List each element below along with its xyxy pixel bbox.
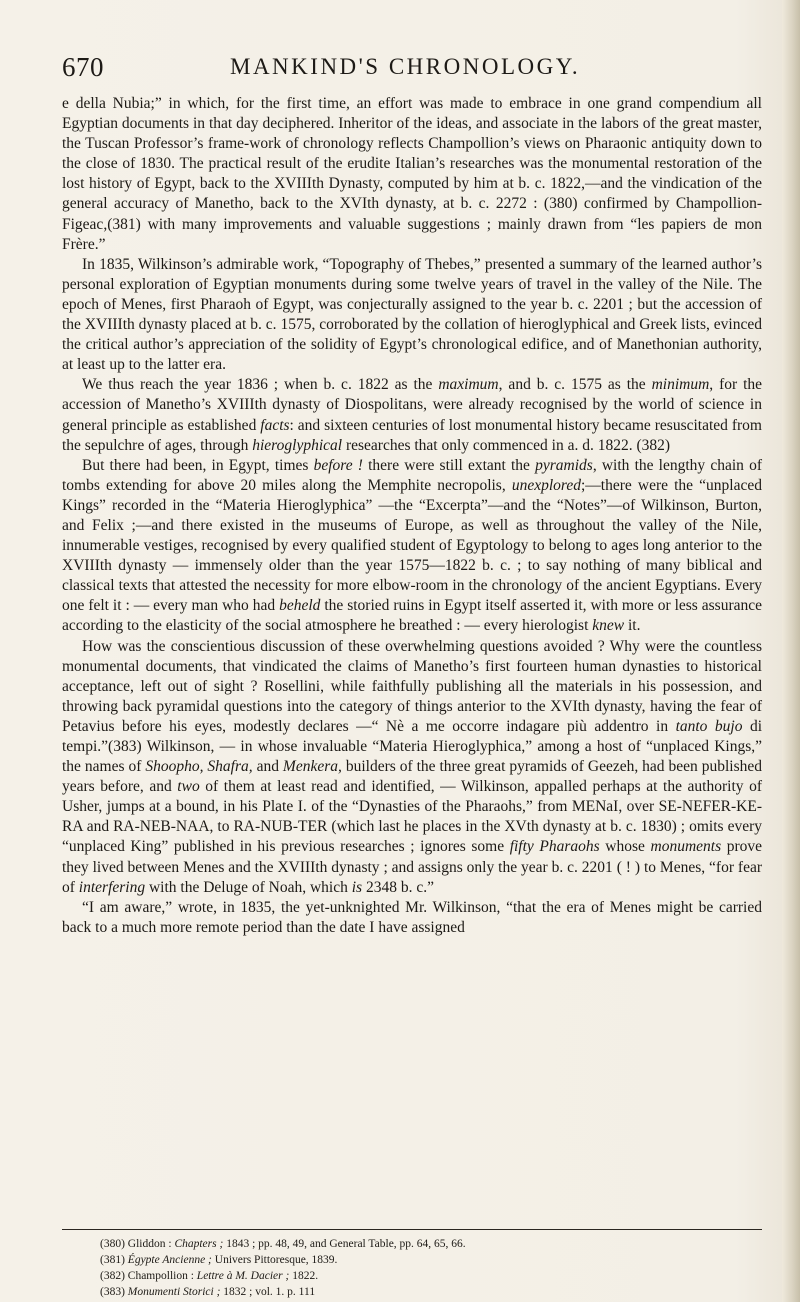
page-number: 670	[62, 52, 104, 82]
italic-text-run: Shoopho, Shafra,	[145, 758, 253, 776]
text-run: e della Nubia;” in which, for the first time, an effort was made to embrace in one grand compendium all Egyptian documents in that day deciphered. Inheritor of the ideas, and associate in the labors of the great master, the Tuscan Professor’s frame-work of chronology reflects Champollion’s views on Pharaonic antiquity down to the close of 1830. The practical result of the erudite Italian’s researches was the monumental restoration of the lost history of Egypt, back to the XVIIIth Dynasty, computed by him at b. c. 1822,—and the vindication of the general accuracy of Manetho, back to the XVIth dynasty, at b. c. 2272 : (380) confirmed by Champollion-Figeac,(381) with many improvements and valuable suggestions ; mainly drawn from “les papiers de mon Frère.”	[62, 95, 762, 253]
italic-text-run: Menkera,	[282, 758, 342, 776]
running-head: MANKIND'S CHRONOLOGY.	[230, 54, 581, 79]
text-run: In 1835, Wilkinson’s admirable work, “Topography of Thebes,” presented a summary of the learned author’s personal exploration of Egyptian monuments during some twelve years of travel in the valley of the Nile. The epoch of Menes, first Pharaoh of Egypt, was conjecturally assigned to the year b. c. 2201 ; but the accession of the XVIIIth dynasty placed at b. c. 1575, corroborated by the collation of hieroglyphical and Greek lists, evinced the critical author’s appreciation of the solidity of Egypt’s chronological edifice, and of Manethonian authority, at least up to the latter era.	[62, 255, 762, 374]
paragraph	[62, 94, 762, 255]
footnote	[100, 1236, 760, 1252]
italic-text-run: before !	[313, 456, 363, 474]
text-run: “I am aware,” wrote, in 1835, the yet-unknighted Mr. Wilkinson, “that the era of Menes might be carried back to a much more remote period than the date I have assigned	[62, 898, 762, 936]
italic-text-run: pyramids	[535, 456, 593, 474]
text-run: (383)	[100, 1286, 128, 1298]
text-run: , for the accession of Manetho’s XVIIIth dynasty of Diospolitans, were already recognised by the world of science in general principle as established	[62, 376, 763, 434]
text-run: of them at least read and identified, — Wilkinson, appalled perhaps at the authority of Usher, jumps at a bound, in his Plate I. of the “Dynasties of the Pharaohs,” from MENaI, over SE-NEFER-KE-RA and RA-NEB-NAA, to RA-NUB-TER (which last he places in the XVth dynasty at b. c. 1830) ; omits every “unplaced King” published in his previous researches ; ignores some	[62, 778, 762, 856]
italic-text-run: unexplored	[511, 476, 581, 494]
text-run: (382) Champollion :	[100, 1270, 197, 1282]
italic-text-run: Égypte Ancienne ;	[127, 1254, 212, 1266]
italic-text-run: maximum	[438, 376, 499, 394]
footnote-rule	[62, 1229, 762, 1230]
paragraph	[62, 375, 762, 455]
text-run: We thus reach the year 1836 ; when b. c. 1822 as the	[82, 376, 439, 394]
italic-text-run: facts	[260, 416, 290, 434]
page-header	[62, 52, 762, 82]
text-run: , and b. c. 1575 as the	[498, 376, 652, 394]
italic-text-run: Chapters ;	[174, 1238, 224, 1250]
footnote	[100, 1268, 760, 1284]
italic-text-run: is	[351, 878, 363, 896]
italic-text-run: two	[177, 778, 200, 796]
text-run: there were still extant the	[362, 456, 536, 474]
italic-text-run: interfering	[78, 878, 146, 896]
text-run: di tempi.”(383) Wilkinson, — in whose invaluable “Materia Hieroglyphica,” among a host of “unplaced Kings,” the names of	[62, 717, 763, 776]
text-run: with the Deluge of Noah, which	[145, 878, 352, 896]
italic-text-run: hieroglyphical	[252, 436, 343, 454]
italic-text-run: minimum	[651, 376, 710, 394]
text-run: 1832 ; vol. 1. p. 111	[220, 1286, 316, 1298]
text-run: builders of the three great pyramids of Geezeh, had been published years before, and	[62, 758, 762, 796]
text-run: 2348 b. c.”	[362, 878, 434, 896]
text-run: it.	[624, 617, 641, 635]
text-run: 1843 ; pp. 48, 49, and General Table, pp. 64, 65, 66.	[223, 1238, 466, 1250]
footnotes	[100, 1236, 760, 1300]
text-run: But there had been, in Egypt, times	[82, 456, 314, 474]
italic-text-run: fifty Pharaohs	[509, 838, 600, 856]
text-run: researches that only commenced in a. d. 1822. (382)	[342, 436, 671, 454]
paragraph	[62, 255, 762, 376]
text-run: : and sixteen centuries of lost monumental history became resuscitated from the sepulchre of ages, through	[62, 416, 762, 454]
page-edge-shadow	[782, 0, 800, 1302]
paragraph	[62, 898, 762, 938]
paragraph	[62, 456, 762, 637]
text-run: 1822.	[289, 1270, 319, 1282]
text-run: the storied ruins in Egypt itself asserted it, with more or less assurance according to the elasticity of the social atmosphere he breathed : — every hierologist	[62, 597, 762, 635]
italic-text-run: monuments	[650, 838, 722, 856]
footnote	[100, 1252, 760, 1268]
italic-text-run: knew	[592, 617, 625, 635]
italic-text-run: Monumenti Storici ;	[127, 1286, 221, 1298]
footnote	[100, 1284, 760, 1300]
text-run: , with the lengthy chain of tombs extending for above 20 miles along the Memphite necropolis,	[62, 456, 762, 494]
text-run: (380) Gliddon :	[100, 1238, 175, 1250]
italic-text-run: beheld	[279, 597, 321, 615]
italic-text-run: tanto bujo	[675, 717, 743, 735]
body-text	[62, 94, 762, 938]
text-run: Univers Pittoresque, 1839.	[211, 1254, 338, 1266]
text-run: How was the conscientious discussion of these overwhelming questions avoided ? Why were the countless monumental documents, that vindicated the claims of Manetho’s first fourteen human dynasties to historical acceptance, left out of sight ? Rosellini, while faithfully publishing all the materials in his possession, and throwing back pyramidal questions into the category of things anterior to the XVIth dynasty, having the fear of Petavius before his eyes, modestly declares —“ Nè a me occorre indagare più addentro in	[62, 637, 762, 735]
text-run: prove they lived between Menes and the XVIIIth dynasty ; and assigns only the year b. c. 2201 ( ! ) to Menes, “for fear of	[62, 838, 763, 896]
text-run: ;—there were the “unplaced Kings” recorded in the “Materia Hieroglyphica” —the “Excerpta”—and the “Notes”—of Wilkinson, Burton, and Felix ;—and there existed in the museums of Europe, as well as throughout the valley of the Nile, innumerable vestiges, recognised by every qualified student of Egyptology to belong to ages long anterior to the XVIIIth dynasty — immensely older than the year 1575—1822 b. c. ; to say nothing of many biblical and classical texts that attested the necessity for more elbow-room in the chronology of the ancient Egyptians. Every one felt it : — every man who had	[62, 476, 762, 615]
text-run: and	[252, 758, 283, 776]
paragraph	[62, 637, 762, 898]
text-run: (381)	[100, 1254, 128, 1266]
italic-text-run: Lettre à M. Dacier ;	[196, 1270, 290, 1282]
text-run: whose	[599, 838, 651, 856]
